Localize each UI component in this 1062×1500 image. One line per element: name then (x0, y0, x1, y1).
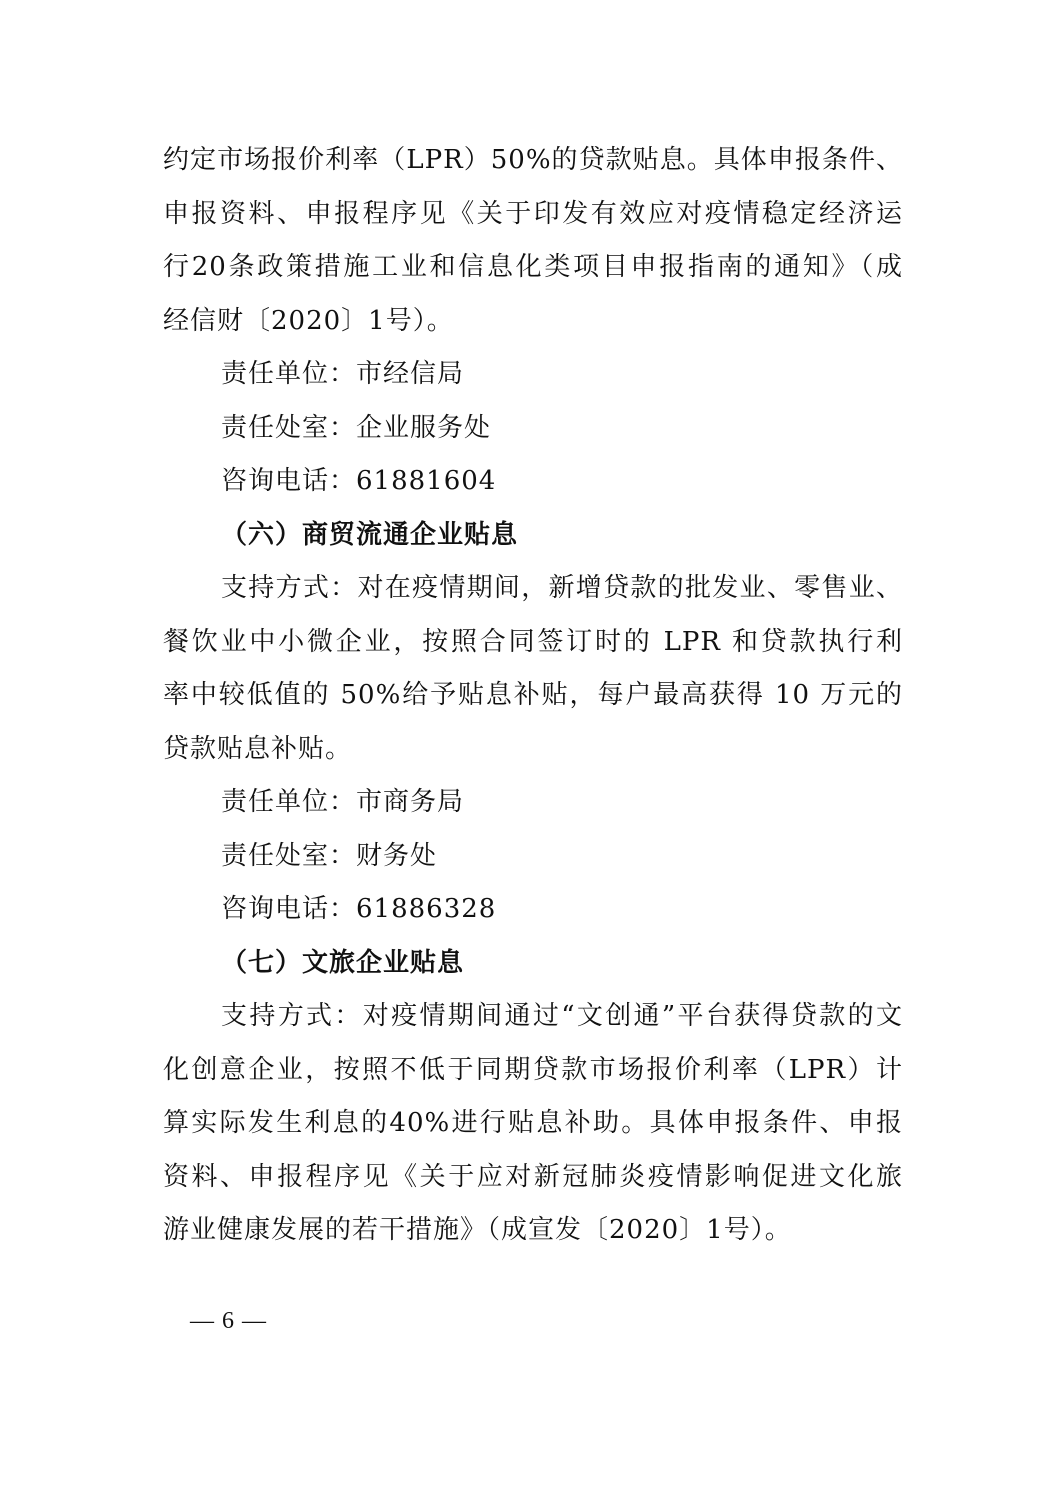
contact-phone: 咨询电话：61881604 (221, 466, 497, 496)
paragraph-line: 算实际发生利息的40%进行贴息补助。具体申报条件、申报 (163, 1108, 903, 1138)
paragraph-line: 支持方式：对疫情期间通过“文创通”平台获得贷款的文 (221, 1001, 903, 1031)
responsible-unit: 责任单位：市商务局 (221, 787, 465, 817)
responsible-office: 责任处室：企业服务处 (221, 412, 492, 443)
paragraph-line: 化创意企业，按照不低于同期贷款市场报价利率（LPR）计 (163, 1054, 903, 1085)
paragraph-line: 贷款贴息补贴。 (163, 733, 353, 764)
paragraph-line: 支持方式：对在疫情期间，新增贷款的批发业、零售业、 (221, 573, 903, 603)
paragraph-line: 资料、申报程序见《关于应对新冠肺炎疫情影响促进文化旅 (163, 1161, 903, 1192)
body-text (163, 134, 903, 1258)
section-heading: （七）文旅企业贴息 (221, 947, 465, 978)
paragraph-line: 申报资料、申报程序见《关于印发有效应对疫情稳定经济运 (163, 198, 903, 229)
paragraph-line: 经信财〔2020〕1号）。 (163, 305, 454, 336)
paragraph-line: 约定市场报价利率（LPR）50%的贷款贴息。具体申报条件、 (163, 145, 903, 175)
responsible-office: 责任处室：财务处 (221, 840, 438, 871)
contact-phone: 咨询电话：61886328 (221, 894, 497, 924)
page-number: — 6 — (190, 1308, 267, 1334)
paragraph-line: 率中较低值的 50%给予贴息补贴，每户最高获得 10 万元的 (163, 680, 903, 710)
section-heading: （六）商贸流通企业贴息 (221, 519, 519, 550)
responsible-unit: 责任单位：市经信局 (221, 359, 465, 389)
paragraph-line: 游业健康发展的若干措施》（成宣发〔2020〕1号）。 (163, 1215, 792, 1245)
paragraph-line: 餐饮业中小微企业，按照合同签订时的 LPR 和贷款执行利 (163, 626, 903, 657)
paragraph-line: 行20条政策措施工业和信息化类项目申报指南的通知》（成 (163, 252, 903, 282)
